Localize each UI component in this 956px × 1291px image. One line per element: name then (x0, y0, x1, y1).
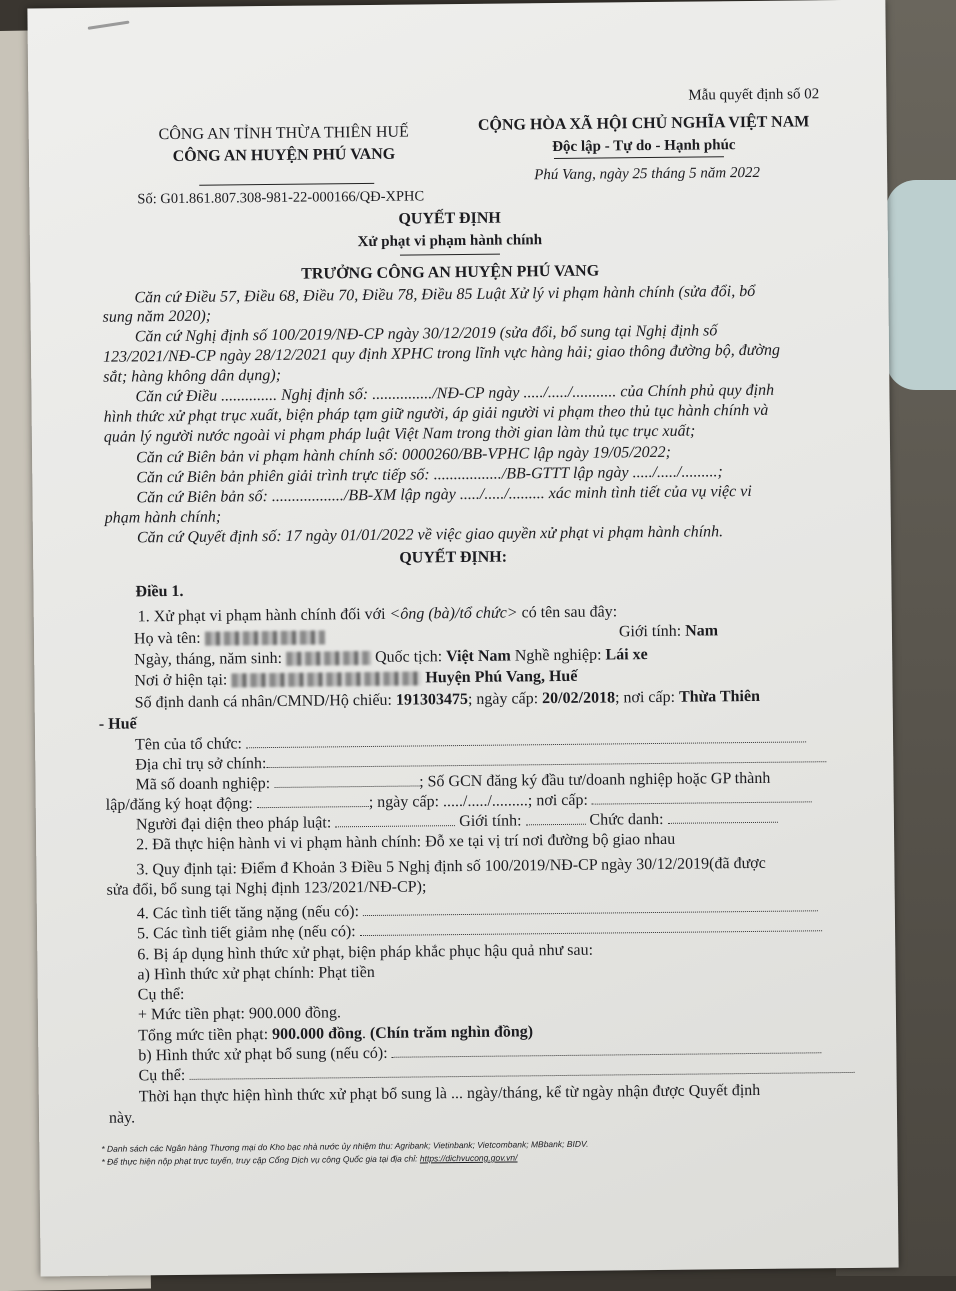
background-bottle (886, 180, 956, 390)
place-date: Phú Vang, ngày 25 tháng 5 năm 2022 (534, 164, 761, 184)
document-page (27, 0, 898, 1276)
basis-line: 123/2021/NĐ-CP ngày 28/12/2021 quy định XPHC trong lĩnh vực hàng hải; giao thông đường bộ, đường (102, 341, 781, 366)
basis-line: quản lý người nước ngoài vi phạm pháp luật Việt Nam trong thời gian làm thủ tục trục xuất; (103, 422, 696, 446)
person-name-row: Họ và tên: (134, 627, 325, 649)
footnote-banks: * Danh sách các Ngân hàng Thương mại do Kho bạc nhà nước ủy nhiệm thu: Agribank; Vietinbank; Vietcombank; MBbank; BIDV. (101, 1138, 589, 1154)
form-number: Mẫu quyết định số 02 (688, 86, 820, 104)
fine-line: + Mức tiền phạt: 900.000 đồng. (137, 1004, 342, 1024)
person-address-row: Nơi ở hiện tại: Huyện Phú Vang, Huế (134, 667, 578, 690)
item-6: 6. Bị áp dụng hình thức xử phạt, biện pháp khắc phục hậu quả như sau: (137, 941, 594, 964)
basis-line: sung năm 2020); (102, 307, 212, 326)
org-hq-row: Địa chỉ trụ sở chính: (135, 748, 826, 775)
basis-line: Căn cứ Biên bản vi phạm hành chính số: 0000260/BB-VPHC lập ngày 19/05/2022; (136, 443, 672, 467)
specific-label-2: Cụ thể: (138, 1059, 854, 1086)
basis-line: Căn cứ Điều .............. Nghị định số: .............../NĐ-CP ngày ...../...../........... của Chính phủ quy định (135, 381, 775, 406)
person-gender-row: Giới tính: Nam (618, 622, 719, 641)
basis-line: phạm hành chính; (104, 508, 222, 527)
basis-line: sắt; hàng không dân dụng); (103, 366, 282, 386)
item-3-line2: sửa đổi, bổ sung tại Nghị định 123/2021/NĐ-CP); (106, 878, 427, 899)
staple (88, 21, 130, 30)
basis-line: Căn cứ Quyết định số: 17 ngày 01/01/2022 về việc giao quyền xử phạt vi phạm hành chính. (136, 523, 724, 547)
document-subtitle: Xử phạt vi phạm hành chính (357, 232, 543, 251)
footnote-link[interactable]: https://dichvucong.gov.vn/ (419, 1152, 518, 1164)
org-name-row: Tên của tổ chức: (135, 728, 806, 755)
document-number: Số: G01.861.807.308-981-22-000166/QĐ-XPHC (137, 188, 425, 208)
term-line1: Thời hạn thực hiện hình thức xử phạt bổ sung là ... ngày/tháng, kể từ ngày nhận được Quyết định (138, 1081, 761, 1106)
item-6a: a) Hình thức xử phạt chính: Phạt tiền (137, 963, 375, 984)
agency-line2: CÔNG AN HUYỆN PHÚ VANG (172, 145, 396, 166)
person-issue-place-cont: - Huế (98, 715, 137, 733)
redacted-address (231, 672, 421, 688)
specific-label: Cụ thể: (137, 985, 185, 1004)
subtitle-underline (400, 254, 500, 256)
agency-line1: CÔNG AN TỈNH THỪA THIÊN HUẾ (158, 123, 409, 144)
org-rep-row: Người đại diện theo pháp luật: Giới tính: Chức danh: (136, 809, 778, 836)
org-reg-row: lập/đăng ký hoạt động: ; ngày cấp: ...../...../.........; nơi cấp: (106, 788, 812, 815)
basis-line: hình thức xử phạt trục xuất, biện pháp tạm giữ người, áp giải người vi phạm theo thủ tục hành chính và (103, 401, 769, 426)
document-title: QUYẾT ĐỊNH (398, 209, 501, 228)
redacted-dob (286, 651, 371, 666)
redacted-name (205, 631, 325, 646)
item-3-line1: 3. Quy định tại: Điểm đ Khoản 3 Điều 5 Nghị định số 100/2019/NĐ-CP ngày 30/12/2019(đã được (136, 854, 766, 879)
person-id-row: Số định danh cá nhân/CMND/Hộ chiếu: 191303475; ngày cấp: 20/02/2018; nơi cấp: Thừa Thiên (134, 687, 761, 712)
country-line1: CỘNG HÒA XÃ HỘI CHỦ NGHĨA VIỆT NAM (477, 113, 810, 134)
article-1: Điều 1. (135, 582, 184, 601)
agency-underline (199, 183, 374, 186)
item-6b: b) Hình thức xử phạt bổ sung (nếu có): (138, 1039, 821, 1066)
item-5: 5. Các tình tiết giảm nhẹ (nếu có): (137, 917, 822, 944)
footnote-online: * Để thực hiện nộp phạt trực tuyến, truy cập Cổng Dịch vụ công Quốc gia tại địa chỉ: https://dichvucong.gov.vn/ (101, 1152, 518, 1167)
item-1: 1. Xử phạt vi phạm hành chính đối với <ông (bà)/tổ chức> có tên sau đây: (137, 603, 618, 626)
basis-line: Căn cứ Điều 57, Điều 68, Điều 70, Điều 78, Điều 85 Luật Xử lý vi phạm hành chính (sửa đổi, bổ (134, 282, 756, 307)
basis-line: Căn cứ Nghị định số 100/2019/NĐ-CP ngày 30/12/2019 (sửa đổi, bổ sung tại Nghị định số (134, 322, 718, 346)
decision-heading: QUYẾT ĐỊNH: (399, 548, 508, 567)
issuing-authority: TRƯỞNG CÔNG AN HUYỆN PHÚ VANG (301, 262, 600, 283)
item-2: 2. Đã thực hiện hành vi vi phạm hành chính: Đỗ xe tại vị trí nơi đường bộ giao nhau (136, 830, 676, 854)
org-code-row: Mã số doanh nghiệp: ; Số GCN đăng ký đầu tư/doanh nghiệp hoặc GP thành (135, 769, 771, 794)
total-fine-row: Tổng mức tiền phạt: 900.000 đồng. (Chín trăm nghìn đồng) (138, 1023, 534, 1045)
country-line2: Độc lập - Tự do - Hạnh phúc (552, 137, 736, 156)
term-line2: này. (108, 1109, 136, 1127)
person-dob-row: Ngày, tháng, năm sinh: Quốc tịch: Việt Nam Nghề nghiệp: Lái xe (134, 646, 648, 669)
basis-line: Căn cứ Biên bản phiên giải trình trực tiếp số: ................./BB-GTTT lập ngày ...../...../.........; (136, 463, 723, 487)
item-4: 4. Các tình tiết tăng nặng (nếu có): (137, 897, 818, 924)
basis-line: Căn cứ Biên bản số: ................../BB-XM lập ngày ...../...../......... xác minh tình tiết của vụ việc vi (136, 482, 752, 507)
